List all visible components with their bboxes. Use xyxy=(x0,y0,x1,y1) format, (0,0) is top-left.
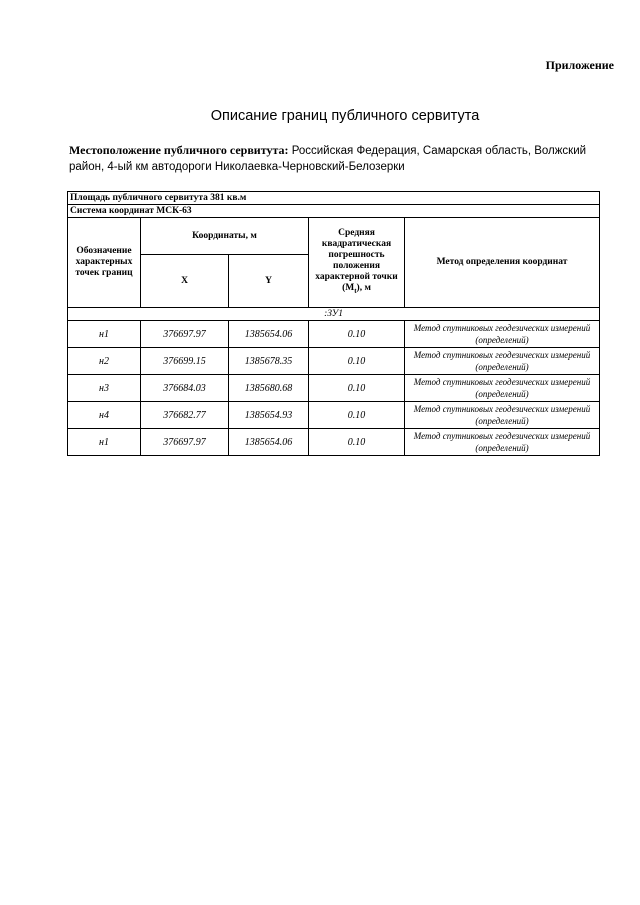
header-coordinates: Координаты, м xyxy=(141,218,309,255)
method-cell: Метод спутниковых геодезических измерений (определений) xyxy=(405,402,600,429)
document-title: Описание границ публичного сервитута xyxy=(210,108,480,124)
method-cell: Метод спутниковых геодезических измерений (определений) xyxy=(405,348,600,375)
x-cell: 376682.77 xyxy=(141,402,229,429)
table-row xyxy=(68,402,600,429)
appendix-label: Приложение xyxy=(545,58,614,72)
location-label: Местоположение публичного сервитута: xyxy=(69,143,289,157)
header-x: X xyxy=(141,255,229,308)
error-cell: 0.10 xyxy=(309,375,405,402)
method-cell: Метод спутниковых геодезических измерений (определений) xyxy=(405,321,600,348)
table-row xyxy=(68,321,600,348)
area-row: Площадь публичного сервитута 381 кв.м xyxy=(68,192,600,205)
error-cell: 0.10 xyxy=(309,348,405,375)
method-cell: Метод спутниковых геодезических измерений (определений) xyxy=(405,429,600,456)
x-cell: 376697.97 xyxy=(141,429,229,456)
x-cell: 376697.97 xyxy=(141,321,229,348)
header-y: Y xyxy=(229,255,309,308)
section-label: :ЗУ1 xyxy=(68,308,600,321)
point-cell: н1 xyxy=(68,321,141,348)
table-row xyxy=(68,348,600,375)
y-cell: 1385680.68 xyxy=(229,375,309,402)
point-cell: н2 xyxy=(68,348,141,375)
y-cell: 1385678.35 xyxy=(229,348,309,375)
point-cell: н3 xyxy=(68,375,141,402)
coordinates-table xyxy=(67,191,600,456)
error-cell: 0.10 xyxy=(309,321,405,348)
y-cell: 1385654.06 xyxy=(229,429,309,456)
table-row xyxy=(68,429,600,456)
point-cell: н4 xyxy=(68,402,141,429)
x-cell: 376684.03 xyxy=(141,375,229,402)
header-error: Средняя квадратическая погрешность положения характерной точки $(M_t)$, м xyxy=(309,218,405,308)
point-cell: н1 xyxy=(68,429,141,456)
header-method: Метод определения координат xyxy=(405,218,600,308)
location-paragraph xyxy=(69,143,599,175)
method-cell: Метод спутниковых геодезических измерений (определений) xyxy=(405,375,600,402)
header-point: Обозначение характерных точек границ xyxy=(68,218,141,308)
coordinate-system-row: Система координат МСК-63 xyxy=(68,205,600,218)
x-cell: 376699.15 xyxy=(141,348,229,375)
error-cell: 0.10 xyxy=(309,402,405,429)
error-cell: 0.10 xyxy=(309,429,405,456)
y-cell: 1385654.06 xyxy=(229,321,309,348)
table-row xyxy=(68,375,600,402)
location-value: Российская Федерация, Самарская область, Волжский район, 4-ый км автодороги Николаевка-Черновский-Белозерки xyxy=(69,145,587,173)
y-cell: 1385654.93 xyxy=(229,402,309,429)
